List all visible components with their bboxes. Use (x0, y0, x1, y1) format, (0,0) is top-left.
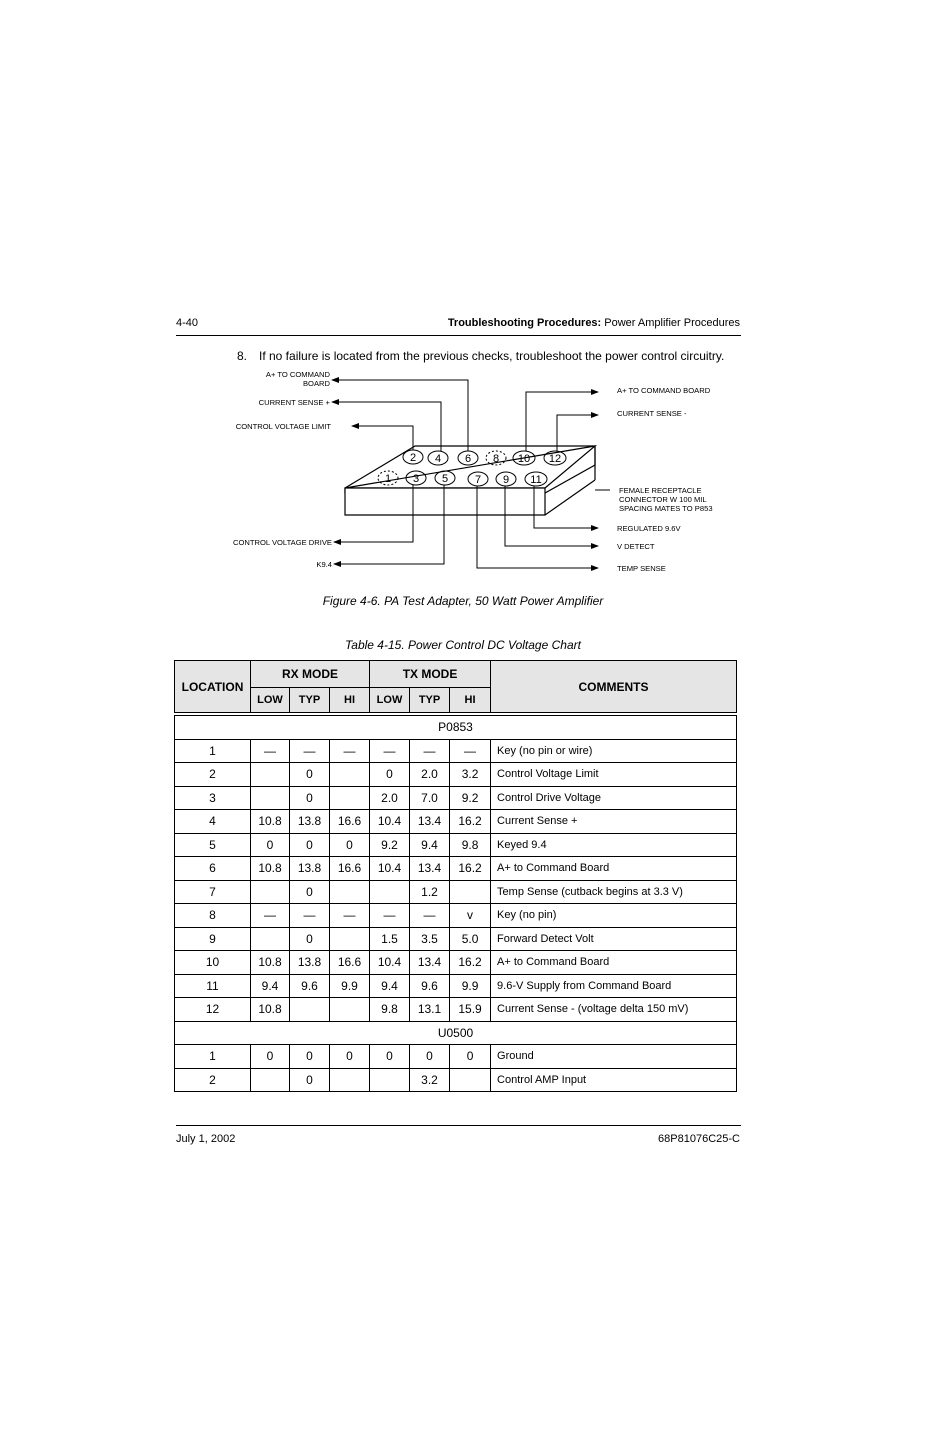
cell-comment: Control Voltage Limit (491, 763, 737, 787)
section-label: P0853 (175, 716, 737, 740)
cell-value: 1.5 (370, 927, 410, 951)
cell-value: 9.4 (410, 833, 450, 857)
label-k94: K9.4 (316, 560, 332, 569)
cell-value: 5.0 (450, 927, 491, 951)
cell-value: 10.8 (251, 998, 290, 1022)
step-8 (237, 349, 724, 363)
page-number: 4-40 (176, 317, 199, 329)
pin-4-label: 4 (434, 453, 442, 465)
cell-value: 9.4 (251, 974, 290, 998)
table-row (175, 927, 737, 951)
cell-value: 2.0 (370, 786, 410, 810)
cell-value (290, 998, 330, 1022)
step-text: If no failure is located from the previous checks, troubleshoot the power control circuitry. (259, 349, 725, 363)
cell-value: 10.8 (251, 810, 290, 834)
col-tx-hi: HI (450, 688, 491, 713)
label-current-sense-plus: CURRENT SENSE + (258, 398, 330, 407)
footer-doc-number: 68P81076C25-C (658, 1133, 740, 1145)
cell-value: 0 (251, 1045, 290, 1069)
col-rx-hi: HI (330, 688, 370, 713)
cell-value: — (330, 904, 370, 928)
cell-value: — (251, 739, 290, 763)
cell-value: — (450, 739, 491, 763)
label-receptacle-1: FEMALE RECEPTACLE (619, 486, 702, 495)
table-row (175, 974, 737, 998)
pin-8-label: 8 (492, 453, 500, 465)
table-row (175, 951, 737, 975)
cell-comment: Current Sense - (voltage delta 150 mV) (491, 998, 737, 1022)
section-title (448, 317, 740, 329)
col-tx-typ: TYP (410, 688, 450, 713)
cell-location: 6 (175, 857, 251, 881)
label-a-plus-cmd-2: BOARD (302, 379, 330, 388)
section-row (175, 716, 737, 740)
cell-value: 13.4 (410, 857, 450, 881)
cell-value: 9.4 (370, 974, 410, 998)
col-tx-low: LOW (370, 688, 410, 713)
cell-comment: Keyed 9.4 (491, 833, 737, 857)
cell-value: 0 (370, 1045, 410, 1069)
cell-value: 13.8 (290, 951, 330, 975)
section-title-rest: Power Amplifier Procedures (601, 317, 740, 329)
cell-comment: Control AMP Input (491, 1068, 737, 1092)
cell-value: 10.8 (251, 857, 290, 881)
cell-value: 9.8 (450, 833, 491, 857)
table-row (175, 857, 737, 881)
cell-location: 4 (175, 810, 251, 834)
figure-caption: Figure 4-6. PA Test Adapter, 50 Watt Power Amplifier (322, 594, 604, 608)
cell-value (330, 927, 370, 951)
cell-comment: A+ to Command Board (491, 951, 737, 975)
cell-comment: Control Drive Voltage (491, 786, 737, 810)
cell-value (330, 880, 370, 904)
table-row (175, 833, 737, 857)
cell-location: 1 (175, 1045, 251, 1069)
pin-5-label: 5 (441, 473, 449, 485)
cell-value: 10.4 (370, 810, 410, 834)
cell-value: 13.1 (410, 998, 450, 1022)
pin-3-label: 3 (412, 473, 420, 485)
cell-value (330, 998, 370, 1022)
cell-value: 9.2 (370, 833, 410, 857)
cell-value: 16.6 (330, 951, 370, 975)
cell-value: 2.0 (410, 763, 450, 787)
table-row (175, 810, 737, 834)
cell-value: 10.4 (370, 857, 410, 881)
footer-rule (176, 1125, 741, 1126)
cell-value: 0 (290, 786, 330, 810)
footer-date: July 1, 2002 (176, 1133, 236, 1145)
cell-location: 2 (175, 763, 251, 787)
cell-value: 3.5 (410, 927, 450, 951)
cell-value: 13.8 (290, 810, 330, 834)
cell-value: 3.2 (410, 1068, 450, 1092)
cell-value: 10.4 (370, 951, 410, 975)
cell-value: 13.4 (410, 951, 450, 975)
cell-value: — (370, 904, 410, 928)
cell-value: — (410, 739, 450, 763)
cell-value: 9.6 (290, 974, 330, 998)
cell-value: 9.9 (450, 974, 491, 998)
cell-value: 13.8 (290, 857, 330, 881)
cell-value: 0 (410, 1045, 450, 1069)
section-row (175, 1021, 737, 1045)
col-rx-low: LOW (251, 688, 290, 713)
cell-value (330, 786, 370, 810)
cell-value: 9.9 (330, 974, 370, 998)
pin-9-label: 9 (502, 474, 510, 486)
cell-location: 12 (175, 998, 251, 1022)
cell-value (450, 880, 491, 904)
table-row (175, 998, 737, 1022)
col-rx-mode: RX MODE (251, 661, 370, 688)
cell-value: — (370, 739, 410, 763)
cell-value: 0 (290, 1068, 330, 1092)
cell-value (330, 1068, 370, 1092)
pa-test-adapter-figure (220, 365, 740, 580)
cell-value: 10.8 (251, 951, 290, 975)
cell-value: 3.2 (450, 763, 491, 787)
cell-location: 10 (175, 951, 251, 975)
pin-12-label: 12 (548, 453, 562, 465)
cell-value (251, 927, 290, 951)
table-header (175, 661, 737, 713)
cell-location: 8 (175, 904, 251, 928)
step-number: 8. (237, 349, 248, 363)
cell-value: 16.2 (450, 857, 491, 881)
cell-value: 16.2 (450, 810, 491, 834)
cell-value: 0 (330, 833, 370, 857)
cell-value: 15.9 (450, 998, 491, 1022)
cell-value (370, 1068, 410, 1092)
table-row (175, 1068, 737, 1092)
label-receptacle-2: CONNECTOR W 100 MIL (619, 495, 707, 504)
cell-location: 2 (175, 1068, 251, 1092)
table-body (175, 713, 737, 1092)
cell-value: — (290, 739, 330, 763)
cell-location: 5 (175, 833, 251, 857)
table-row (175, 1045, 737, 1069)
cell-value: — (290, 904, 330, 928)
cell-value: 9.2 (450, 786, 491, 810)
cell-value: 0 (290, 833, 330, 857)
col-location: LOCATION (175, 661, 251, 713)
col-comments: COMMENTS (491, 661, 737, 713)
cell-comment: Forward Detect Volt (491, 927, 737, 951)
cell-value: v (450, 904, 491, 928)
label-regulated: REGULATED 9.6V (617, 524, 681, 533)
pin-11-label: 11 (530, 474, 542, 486)
pin-2-label: 2 (409, 452, 417, 464)
cell-value: 0 (251, 833, 290, 857)
cell-location: 11 (175, 974, 251, 998)
cell-value: 0 (290, 880, 330, 904)
label-a-plus-cmd-1: A+ TO COMMAND (265, 370, 330, 379)
cell-value: 0 (290, 927, 330, 951)
section-title-bold: Troubleshooting Procedures: (447, 317, 602, 329)
table-caption: Table 4-15. Power Control DC Voltage Chart (345, 638, 581, 652)
pin-10-label: 10 (517, 453, 531, 465)
cell-value (251, 880, 290, 904)
table-row (175, 763, 737, 787)
cell-value (370, 880, 410, 904)
cell-value: 9.8 (370, 998, 410, 1022)
cell-location: 9 (175, 927, 251, 951)
cell-location: 1 (175, 739, 251, 763)
cell-value: 0 (370, 763, 410, 787)
cell-value: 1.2 (410, 880, 450, 904)
cell-value: 16.6 (330, 857, 370, 881)
pin-6-label: 6 (464, 453, 472, 465)
table-row (175, 880, 737, 904)
cell-value: 0 (450, 1045, 491, 1069)
table-row (175, 786, 737, 810)
cell-value: 16.6 (330, 810, 370, 834)
cell-value: 7.0 (410, 786, 450, 810)
cell-value: 9.6 (410, 974, 450, 998)
label-v-detect: V DETECT (617, 542, 655, 551)
cell-value: 16.2 (450, 951, 491, 975)
section-label: U0500 (175, 1021, 737, 1045)
cell-comment: Temp Sense (cutback begins at 3.3 V) (491, 880, 737, 904)
cell-value (330, 763, 370, 787)
label-current-sense-minus: CURRENT SENSE - (617, 409, 687, 418)
label-control-voltage-drive: CONTROL VOLTAGE DRIVE (232, 538, 332, 547)
label-a-plus-cmd-right: A+ TO COMMAND BOARD (617, 386, 711, 395)
label-receptacle-3: SPACING MATES TO P853 (619, 504, 713, 513)
cell-location: 3 (175, 786, 251, 810)
label-temp-sense: TEMP SENSE (617, 564, 666, 573)
cell-comment: Key (no pin or wire) (491, 739, 737, 763)
label-control-voltage-limit: CONTROL VOLTAGE LIMIT (235, 422, 331, 431)
cell-value (450, 1068, 491, 1092)
cell-value: 0 (290, 1045, 330, 1069)
cell-value: 0 (330, 1045, 370, 1069)
cell-value: 0 (290, 763, 330, 787)
cell-value (251, 786, 290, 810)
table-row (175, 904, 737, 928)
cell-comment: Current Sense + (491, 810, 737, 834)
cell-value: — (330, 739, 370, 763)
cell-comment: A+ to Command Board (491, 857, 737, 881)
cell-comment: 9.6-V Supply from Command Board (491, 974, 737, 998)
cell-value: 13.4 (410, 810, 450, 834)
cell-value (251, 1068, 290, 1092)
pin-7-label: 7 (474, 474, 482, 486)
cell-value (251, 763, 290, 787)
cell-comment: Key (no pin) (491, 904, 737, 928)
cell-comment: Ground (491, 1045, 737, 1069)
cell-value: — (410, 904, 450, 928)
table-row (175, 739, 737, 763)
col-tx-mode: TX MODE (370, 661, 491, 688)
cell-value: — (251, 904, 290, 928)
cell-location: 7 (175, 880, 251, 904)
header-rule (176, 335, 741, 336)
voltage-chart-table (174, 660, 737, 1092)
pin-1-label: 1 (384, 473, 392, 485)
col-rx-typ: TYP (290, 688, 330, 713)
